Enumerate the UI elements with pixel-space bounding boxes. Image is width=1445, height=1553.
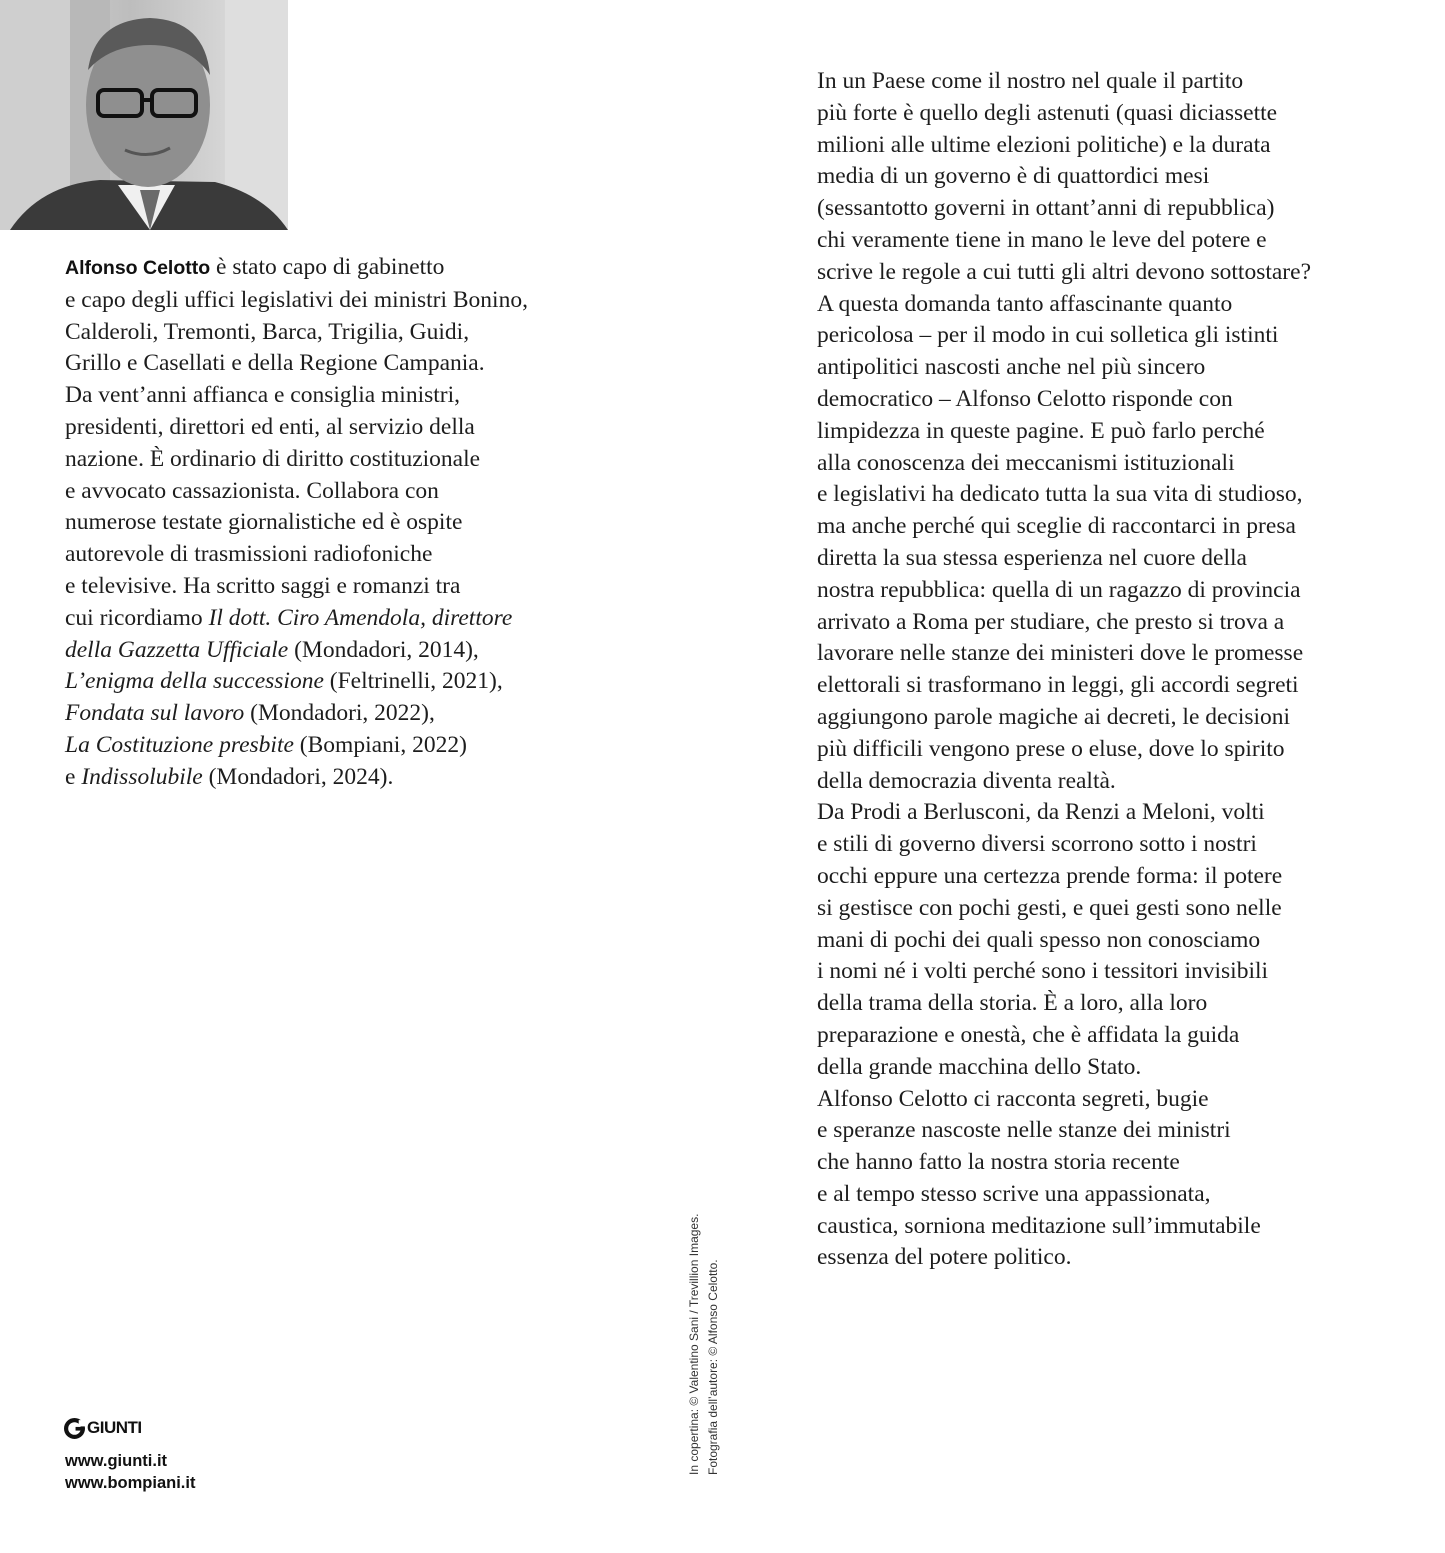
blurb-line: e al tempo stesso scrive una appassionata, [817,1180,1211,1207]
blurb-line: milioni alle ultime elezioni politiche) e la durata [817,131,1271,158]
blurb-line: (sessantotto governi in ottant’anni di repubblica) [817,195,1275,222]
blurb-line: chi veramente tiene in mano le leve del potere e [817,226,1267,253]
author-name: Alfonso Celotto [65,257,211,279]
bio-text: e avvocato cassazionista. Collabora con [65,477,439,504]
blurb-line: caustica, sorniona meditazione sull’immutabile [817,1212,1261,1239]
blurb-line: diretta la sua stessa esperienza nel cuore della [817,544,1247,571]
author-bio [65,252,635,794]
blurb-line: mani di pochi dei quali spesso non conosciamo [817,926,1261,953]
bio-line [65,412,635,444]
blurb-line: A questa domanda tanto affascinante quanto [817,290,1233,317]
bio-text: nazione. È ordinario di diritto costituzionale [65,445,481,472]
blurb-line: aggiungono parole magiche ai decreti, le decisioni [817,703,1291,730]
bio-text: (Mondadori, 2022), [244,700,435,727]
publisher-websites [65,1450,195,1494]
website-link-bompiani[interactable]: www.bompiani.it [65,1474,196,1492]
book-title: La Costituzione presbite [65,731,294,758]
bio-line [65,539,635,571]
blurb-line: più forte è quello degli astenuti (quasi diciassette [817,99,1278,126]
blurb-line: lavorare nelle stanze dei ministeri dove le promesse [817,640,1304,667]
bio-text: è stato capo di gabinetto [210,254,445,280]
website-link-giunti[interactable]: www.giunti.it [65,1452,168,1470]
blurb-line: essenza del potere politico. [817,1244,1072,1271]
bio-line [65,635,635,667]
blurb-line: ma anche perché qui sceglie di raccontarci in presa [817,513,1296,540]
cover-credit: In copertina: © Valentino Sani / Trevillion Images. [687,1213,701,1475]
blurb-line: della democrazia diventa realtà. [817,767,1116,794]
book-title: della Gazzetta Ufficiale [65,636,289,663]
blurb-line: limpidezza in queste pagine. E può farlo perché [817,417,1265,444]
blurb-line: In un Paese come il nostro nel quale il partito [817,68,1244,94]
bio-line [65,476,635,508]
bio-line [65,285,635,317]
bio-text: e televisive. Ha scritto saggi e romanzi tra [65,572,461,599]
author-photo-credit: Fotografia dell’autore: © Alfonso Celotto. [706,1259,720,1475]
blurb-line: Alfonso Celotto ci racconta segreti, bugie [817,1085,1209,1112]
blurb-line: democratico – Alfonso Celotto risponde con [817,385,1233,412]
blurb-line: elettorali si trasformano in leggi, gli accordi segreti [817,672,1299,699]
blurb-line: occhi eppure una certezza prende forma: il potere [817,862,1283,889]
bio-line [65,444,635,476]
book-title: Fondata sul lavoro [65,700,245,727]
giunti-g-icon [64,1418,85,1439]
blurb-line: e stili di governo diversi scorrono sotto i nostri [817,831,1257,858]
book-title: Indissolubile [81,763,203,790]
blurb-line: e legislativi ha dedicato tutta la sua vita di studioso, [817,481,1303,508]
bio-text: e capo degli uffici legislativi dei ministri Bonino, [65,286,528,313]
book-blurb [817,66,1417,1274]
blurb-line: pericolosa – per il modo in cui solletica gli istinti [817,322,1279,349]
bio-line [65,380,635,412]
bio-line [65,698,635,730]
blurb-line: che hanno fatto la nostra storia recente [817,1149,1180,1176]
bio-text: numerose testate giornalistiche ed è ospite [65,509,463,536]
blurb-line: Da Prodi a Berlusconi, da Renzi a Meloni, volti [817,799,1265,826]
bio-text: Calderoli, Tremonti, Barca, Trigilia, Guidi, [65,318,470,345]
bio-text: presidenti, direttori ed enti, al servizio della [65,413,475,440]
publisher-logo [64,1416,142,1440]
blurb-line: scrive le regole a cui tutti gli altri devono sottostare? [817,258,1311,285]
bio-line [65,762,635,794]
book-title: Il dott. Ciro Amendola, direttore [208,604,513,631]
bio-text: Da vent’anni affianca e consiglia ministri, [65,382,461,409]
bio-line [65,348,635,380]
bio-line [65,252,635,285]
blurb-line: della grande macchina dello Stato. [817,1053,1142,1080]
bio-text: autorevole di trasmissioni radiofoniche [65,541,433,568]
bio-line [65,507,635,539]
blurb-line: preparazione e onestà, che è affidata la guida [817,1021,1240,1048]
bio-line [65,571,635,603]
bio-text: e [65,763,82,790]
blurb-line: e speranze nascoste nelle stanze dei ministri [817,1117,1231,1144]
blurb-line: i nomi né i volti perché sono i tessitori invisibili [817,958,1269,985]
blurb-line: media di un governo è di quattordici mesi [817,163,1210,190]
blurb-line: nostra repubblica: quella di un ragazzo di provincia [817,576,1301,603]
bio-line [65,730,635,762]
blurb-line: della trama della storia. È a loro, alla loro [817,990,1208,1017]
publisher-name: GIUNTI [87,1418,142,1437]
bio-text: (Mondadori, 2024). [202,763,394,790]
book-title: L’enigma della successione [65,668,324,695]
bio-line [65,317,635,349]
bio-line [65,603,635,635]
author-photo [0,0,288,230]
blurb-line: si gestisce con pochi gesti, e quei gesti sono nelle [817,894,1282,921]
blurb-line: alla conoscenza dei meccanismi istituzionali [817,449,1235,476]
image-credits [685,1175,735,1475]
bio-text: cui ricordiamo [65,604,209,631]
blurb-line: antipolitici nascosti anche nel più sincero [817,354,1206,381]
bio-text: Grillo e Casellati e della Regione Campania. [65,350,485,377]
blurb-line: più difficili vengono prese o eluse, dove lo spirito [817,735,1285,762]
author-portrait-image [0,0,288,230]
bio-text: (Mondadori, 2014), [288,636,479,663]
bio-text: (Feltrinelli, 2021), [323,668,503,695]
blurb-line: arrivato a Roma per studiare, che presto si trova a [817,608,1285,635]
bio-text: (Bompiani, 2022) [293,731,467,758]
bio-line [65,666,635,698]
